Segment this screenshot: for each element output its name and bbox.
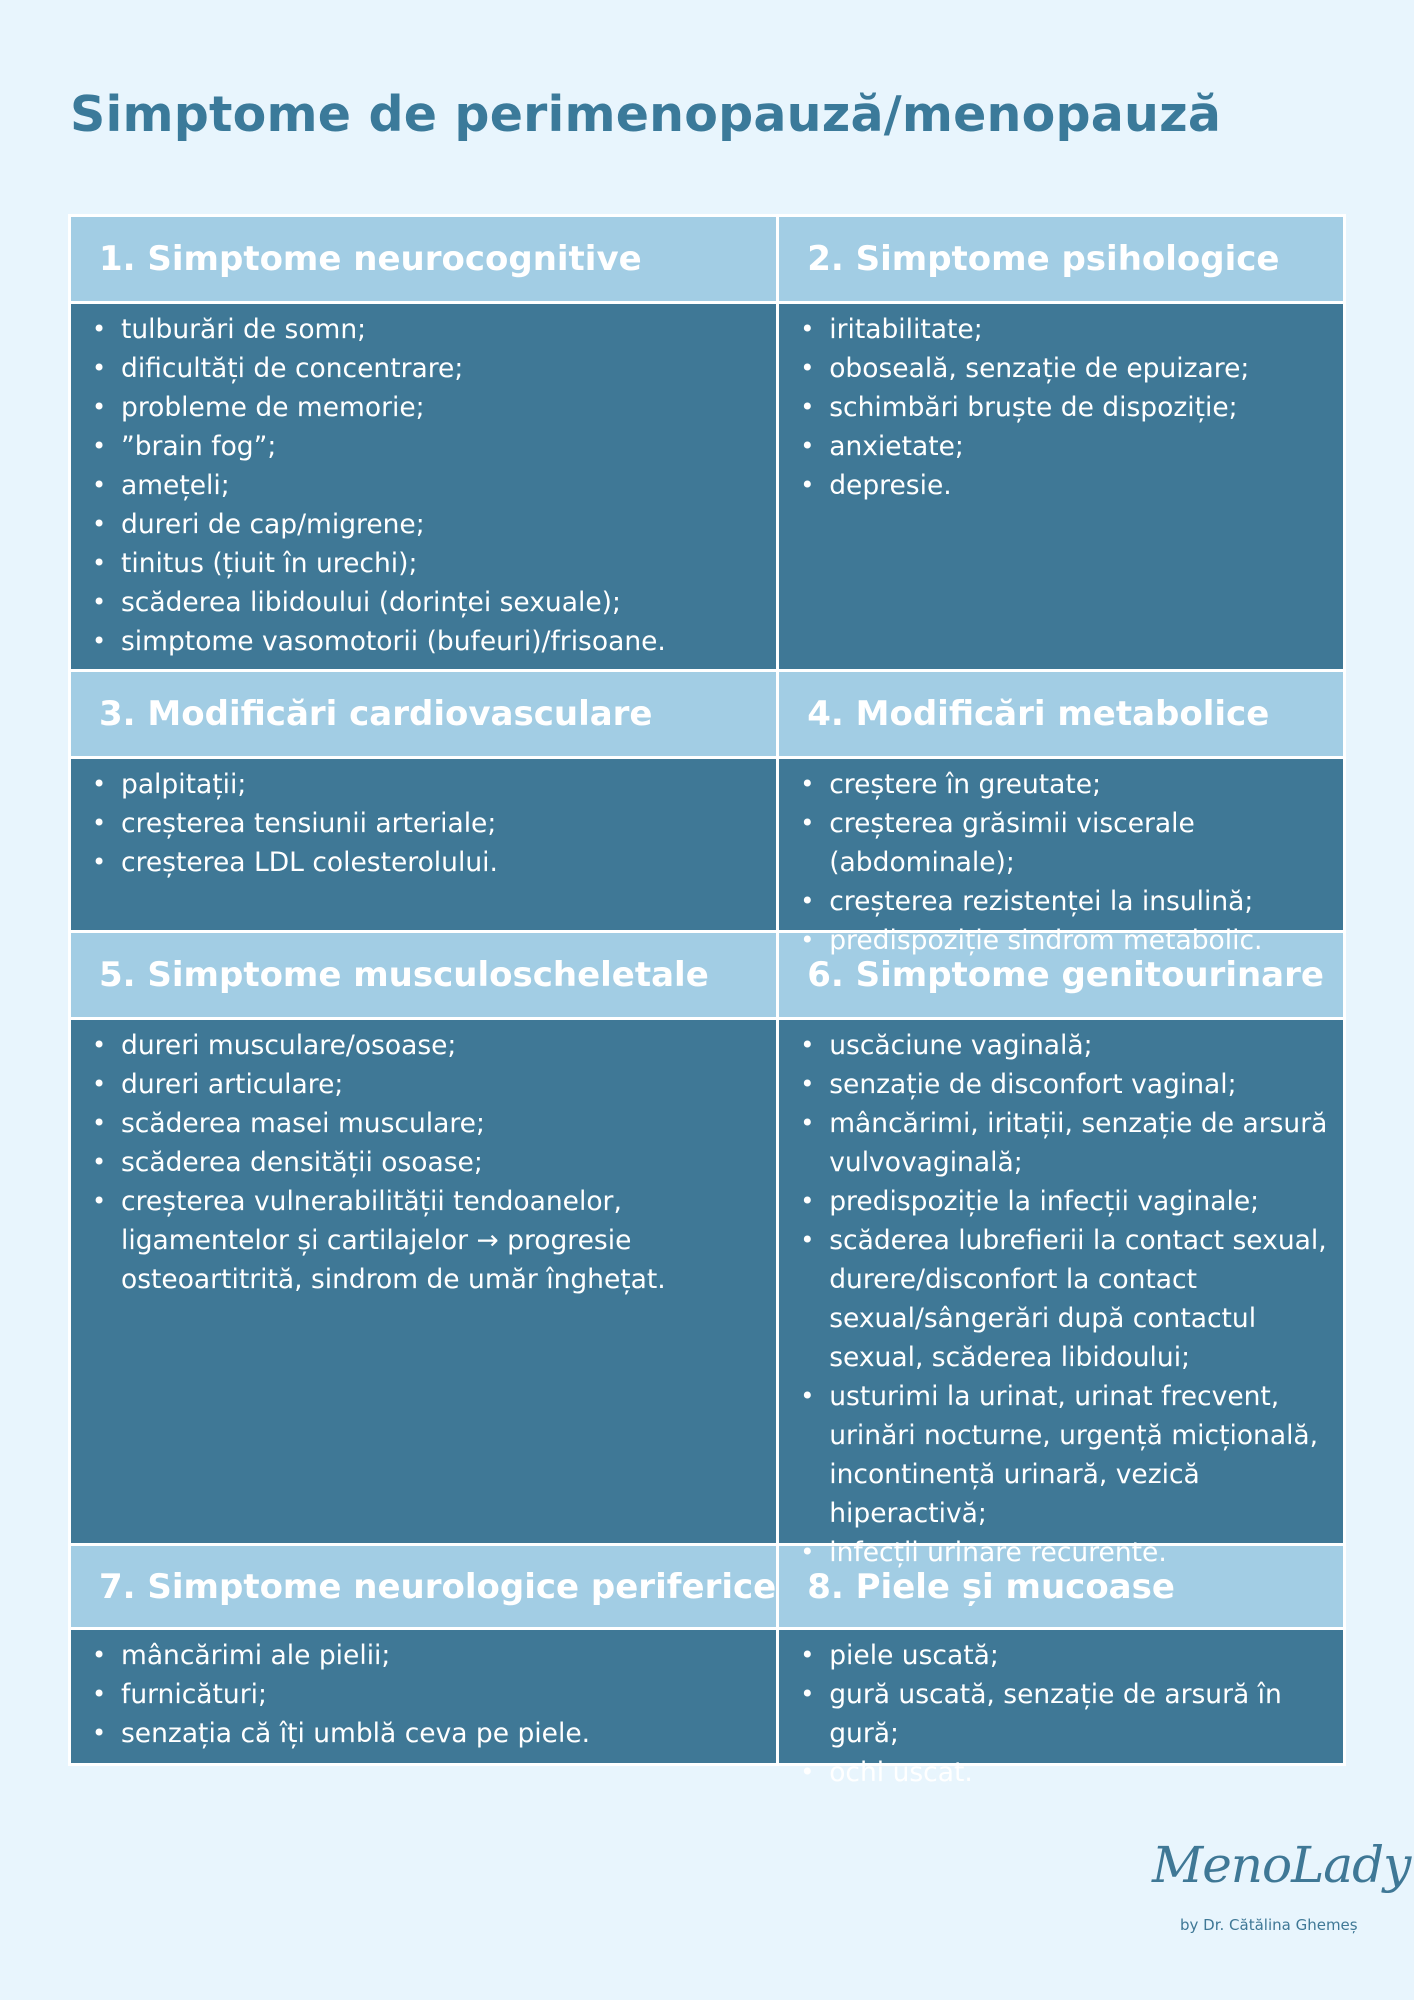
symptom-item: • creșterea vulnerabilității tendoanelor, ligamentelor și cartilajelor → progresie osteoartitrită, sindrom de umăr înghețat. (89, 1182, 766, 1299)
symptom-item: • senzația că îți umblă ceva pe piele. (89, 1714, 766, 1753)
symptom-item: • ”brain fog”; (89, 427, 766, 466)
symptom-list (797, 1636, 1333, 1792)
section-body-4 (779, 759, 1343, 956)
symptom-item: • iritabilitate; (797, 310, 1333, 349)
symptom-item: • predispoziție la infecții vaginale; (797, 1182, 1333, 1221)
symptom-item: • predispoziție sindrom metabolic. (797, 921, 1333, 960)
symptom-list (89, 765, 766, 882)
section-heading-3: 3. Modificări cardiovasculare (71, 672, 776, 759)
symptom-item: • dificultăți de concentrare; (89, 349, 766, 388)
symptom-item: • amețeli; (89, 466, 766, 505)
symptom-item: • mâncărimi ale pielii; (89, 1636, 766, 1675)
section-heading-8: 8. Piele și mucoase (779, 1546, 1343, 1630)
symptom-item: • probleme de memorie; (89, 388, 766, 427)
symptom-item: • creșterea rezistenței la insulină; (797, 882, 1333, 921)
symptom-item: • tinitus (țiuit în urechi); (89, 544, 766, 583)
section-heading-7: 7. Simptome neurologice periferice (71, 1546, 776, 1630)
logo-wordmark: MenoLady (1152, 1836, 1411, 1894)
section-body-2 (779, 304, 1343, 672)
symptom-item: • dureri musculare/osoase; (89, 1026, 766, 1065)
section-body-8 (779, 1630, 1343, 1788)
section-body-1 (71, 304, 776, 672)
symptom-item: • uscăciune vaginală; (797, 1026, 1333, 1065)
symptom-item: • creșterea grăsimii viscerale (abdominale); (797, 804, 1333, 882)
symptom-list (89, 310, 766, 661)
symptom-item: • creșterea tensiunii arteriale; (89, 804, 766, 843)
symptom-item: • depresie. (797, 466, 1333, 505)
section-heading-4: 4. Modificări metabolice (779, 672, 1343, 759)
symptom-item: • scăderea densității osoase; (89, 1143, 766, 1182)
symptom-list (89, 1636, 766, 1753)
symptom-item: • infecții urinare recurente. (797, 1533, 1333, 1572)
symptom-item: • creștere în greutate; (797, 765, 1333, 804)
symptom-item: • mâncărimi, iritații, senzație de arsură vulvovaginală; (797, 1104, 1333, 1182)
symptom-item: • piele uscată; (797, 1636, 1333, 1675)
symptom-item: • dureri articulare; (89, 1065, 766, 1104)
section-heading-1: 1. Simptome neurocognitive (71, 217, 776, 304)
symptom-item: • scăderea libidoului (dorinței sexuale); (89, 583, 766, 622)
symptom-item: • simptome vasomotorii (bufeuri)/frisoane. (89, 622, 766, 661)
symptom-item: • schimbări bruște de dispoziție; (797, 388, 1333, 427)
symptom-item: • anxietate; (797, 427, 1333, 466)
symptom-item: • usturimi la urinat, urinat frecvent, urinări nocturne, urgență micțională, incontinență urinară, vezică hiperactivă; (797, 1377, 1333, 1533)
symptom-item: • furnicături; (89, 1675, 766, 1714)
symptoms-table (68, 214, 1346, 1788)
page-title: Simptome de perimenopauză/menopauză (70, 86, 1222, 143)
symptom-item: • dureri de cap/migrene; (89, 505, 766, 544)
symptom-item: • gură uscată, senzație de arsură în gură; (797, 1675, 1333, 1753)
symptom-item: • ochi uscat. (797, 1753, 1333, 1792)
section-heading-2: 2. Simptome psihologice (779, 217, 1343, 304)
symptom-list (797, 765, 1333, 960)
symptom-item: • scăderea masei musculare; (89, 1104, 766, 1143)
section-body-3 (71, 759, 776, 933)
symptom-list (797, 310, 1333, 505)
section-body-5 (71, 1020, 776, 1546)
section-heading-5: 5. Simptome musculoscheletale (71, 933, 776, 1020)
menolady-logo (1122, 1836, 1411, 1946)
section-heading-6: 6. Simptome genitourinare (779, 933, 1343, 1020)
symptom-item: • scăderea lubrefierii la contact sexual, durere/disconfort la contact sexual/sângerări după contactul sexual, scăderea libidoului; (797, 1221, 1333, 1377)
symptom-item: • tulburări de somn; (89, 310, 766, 349)
symptom-item: • senzație de disconfort vaginal; (797, 1065, 1333, 1104)
symptom-list (89, 1026, 766, 1299)
logo-byline: by Dr. Cătălina Ghemeș (1180, 1916, 1358, 1934)
symptom-item: • creșterea LDL colesterolului. (89, 843, 766, 882)
section-body-7 (71, 1630, 776, 1763)
symptom-item: • oboseală, senzație de epuizare; (797, 349, 1333, 388)
symptom-list (797, 1026, 1333, 1572)
symptom-item: • palpitații; (89, 765, 766, 804)
section-body-6 (779, 1020, 1343, 1568)
